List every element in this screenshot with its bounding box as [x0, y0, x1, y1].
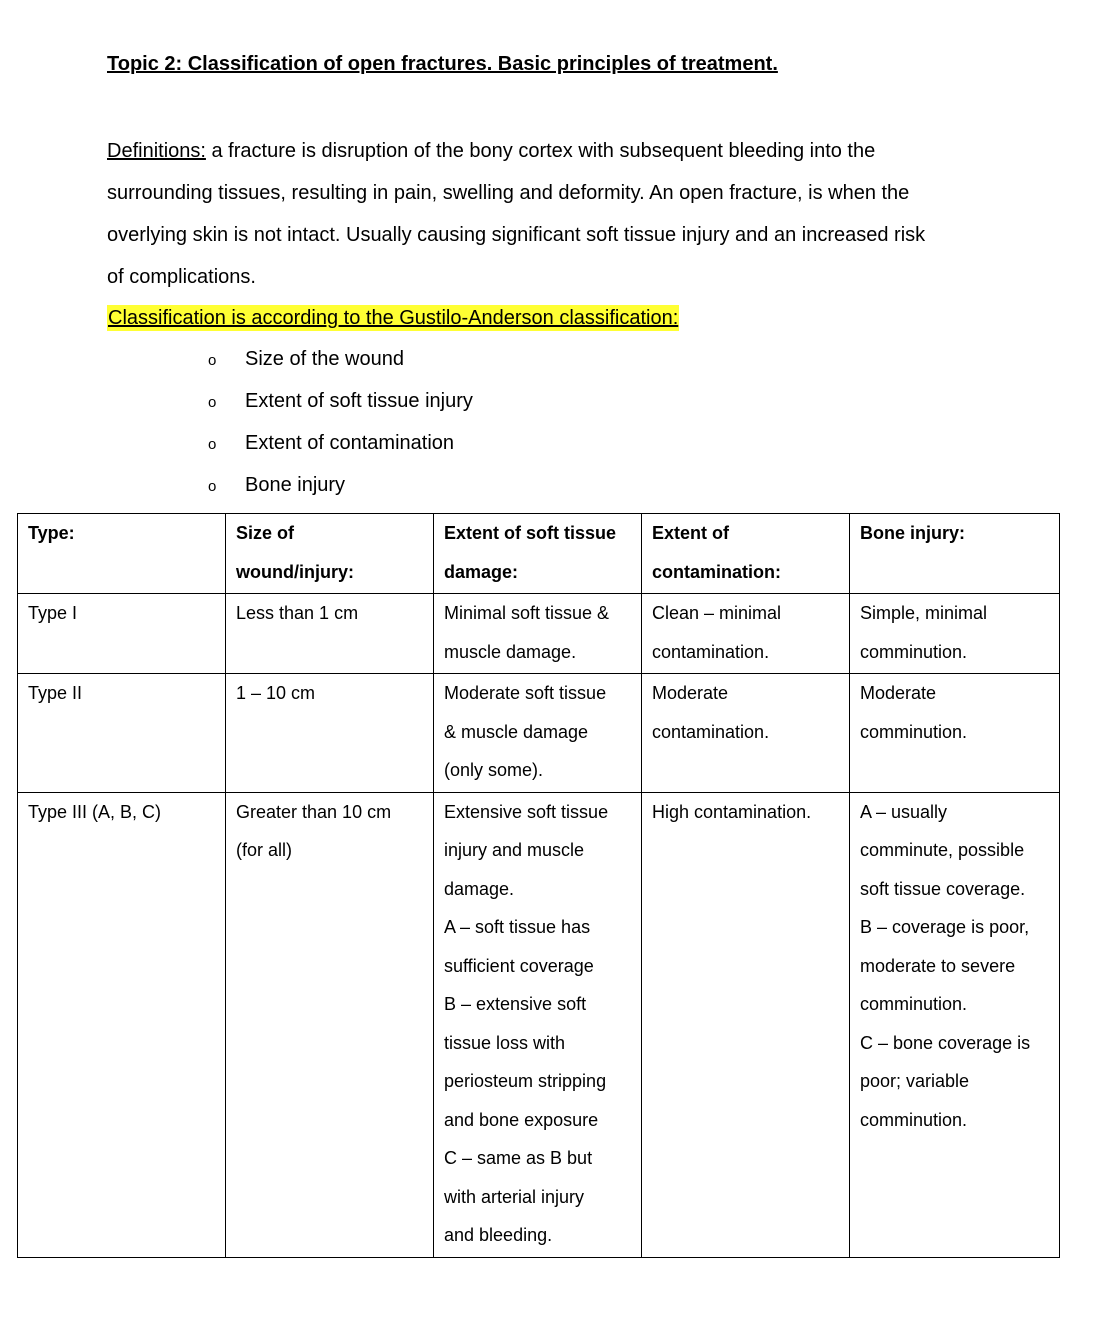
header-line: Extent of soft tissue [444, 523, 617, 543]
cell-bone-injury [850, 594, 1060, 674]
cell-bone-injury [850, 792, 1060, 1257]
cell-soft-tissue [434, 674, 642, 793]
classification-heading: Classification is according to the Gustilo-Anderson classification: [108, 307, 679, 329]
cell-line: soft tissue coverage. [860, 878, 1026, 899]
page-title: Topic 2: Classification of open fractures. Basic principles of treatment. [107, 53, 778, 75]
cell-line: with arterial injury [444, 1186, 585, 1207]
header-line: Extent of [652, 523, 730, 543]
column-header-contamination [642, 514, 850, 594]
header-line: wound/injury: [236, 561, 354, 582]
list-item [208, 464, 473, 506]
cell-line: B – coverage is poor, [860, 917, 1030, 937]
cell-line: sufficient coverage [444, 955, 594, 976]
cell-line: High contamination. [652, 801, 812, 822]
cell-line: contamination. [652, 641, 770, 662]
cell-line: (only some). [444, 760, 544, 780]
cell-contamination [642, 674, 850, 793]
definitions-line-3: overlying skin is not intact. Usually causing significant soft tissue injury and an increased risk [107, 224, 926, 246]
table-header-row [18, 514, 1060, 594]
cell-line: 1 – 10 cm [236, 683, 316, 703]
list-item [208, 338, 473, 380]
cell-line: & muscle damage [444, 721, 589, 742]
cell-line: moderate to severe [860, 955, 1016, 976]
criteria-list [208, 338, 473, 506]
cell-line: comminution. [860, 994, 968, 1014]
bullet-marker: o [208, 478, 217, 495]
table-row [18, 674, 1060, 793]
list-item-text: Bone injury [245, 474, 346, 496]
cell-line: C – same as B but [444, 1148, 593, 1168]
cell-line: comminution. [860, 721, 968, 742]
cell-line: Type II [28, 683, 83, 703]
definitions-text: a fracture is disruption of the bony cortex with subsequent bleeding into the [205, 140, 876, 162]
header-line: Size of [236, 523, 295, 543]
cell-line: Moderate [652, 683, 729, 703]
cell-line: comminute, possible [860, 840, 1025, 860]
cell-line: contamination. [652, 721, 770, 742]
cell-type [18, 594, 226, 674]
list-item [208, 422, 473, 464]
bullet-marker: o [208, 394, 217, 411]
definitions-line-1 [107, 130, 987, 172]
cell-line: C – bone coverage is [860, 1032, 1031, 1053]
cell-line: tissue loss with [444, 1032, 566, 1053]
table-row [18, 792, 1060, 1257]
column-header-type [18, 514, 226, 594]
cell-line: Moderate soft tissue [444, 683, 607, 703]
header-line: damage: [444, 561, 519, 582]
cell-size [226, 594, 434, 674]
table-row [18, 594, 1060, 674]
cell-line: injury and muscle [444, 840, 585, 860]
definitions-paragraph [107, 130, 987, 298]
cell-size [226, 674, 434, 793]
cell-line: Extensive soft tissue [444, 801, 609, 822]
cell-line: poor; variable [860, 1071, 970, 1091]
column-header-size [226, 514, 434, 594]
column-header-soft-tissue [434, 514, 642, 594]
header-line: Bone injury: [860, 523, 966, 543]
column-header-bone-injury [850, 514, 1060, 594]
cell-line: comminution. [860, 1109, 968, 1130]
list-item-text: Extent of contamination [245, 432, 455, 454]
cell-line: Moderate [860, 683, 937, 703]
cell-line: Type I [28, 603, 78, 623]
list-item-text: Size of the wound [245, 348, 404, 370]
list-item-text: Extent of soft tissue injury [245, 390, 473, 412]
definitions-line-2: surrounding tissues, resulting in pain, swelling and deformity. An open fracture, is when the [107, 182, 910, 204]
cell-line: Type III (A, B, C) [28, 801, 162, 822]
cell-line: periosteum stripping [444, 1071, 607, 1091]
cell-line: B – extensive soft [444, 994, 587, 1014]
cell-line: Greater than 10 cm [236, 801, 392, 822]
cell-line: Minimal soft tissue & [444, 603, 610, 623]
cell-size [226, 792, 434, 1257]
cell-line: comminution. [860, 641, 968, 662]
cell-type [18, 674, 226, 793]
cell-line: and bone exposure [444, 1109, 599, 1130]
cell-line: (for all) [236, 840, 293, 860]
definitions-label: Definitions: [107, 140, 206, 162]
bullet-marker: o [208, 352, 217, 369]
cell-contamination [642, 594, 850, 674]
cell-line: Less than 1 cm [236, 603, 359, 623]
cell-line: damage. [444, 878, 515, 899]
cell-line: Simple, minimal [860, 603, 988, 623]
cell-line: muscle damage. [444, 641, 577, 662]
list-item [208, 380, 473, 422]
gustilo-anderson-table [17, 513, 1060, 1258]
definitions-line-4: of complications. [107, 266, 256, 288]
cell-contamination [642, 792, 850, 1257]
cell-line: A – usually [860, 801, 948, 822]
cell-type [18, 792, 226, 1257]
cell-soft-tissue [434, 792, 642, 1257]
cell-soft-tissue [434, 594, 642, 674]
cell-line: Clean – minimal [652, 603, 782, 623]
cell-bone-injury [850, 674, 1060, 793]
bullet-marker: o [208, 436, 217, 453]
header-line: contamination: [652, 561, 781, 582]
cell-line: A – soft tissue has [444, 917, 591, 937]
cell-line: and bleeding. [444, 1225, 553, 1245]
header-line: Type: [28, 523, 75, 543]
